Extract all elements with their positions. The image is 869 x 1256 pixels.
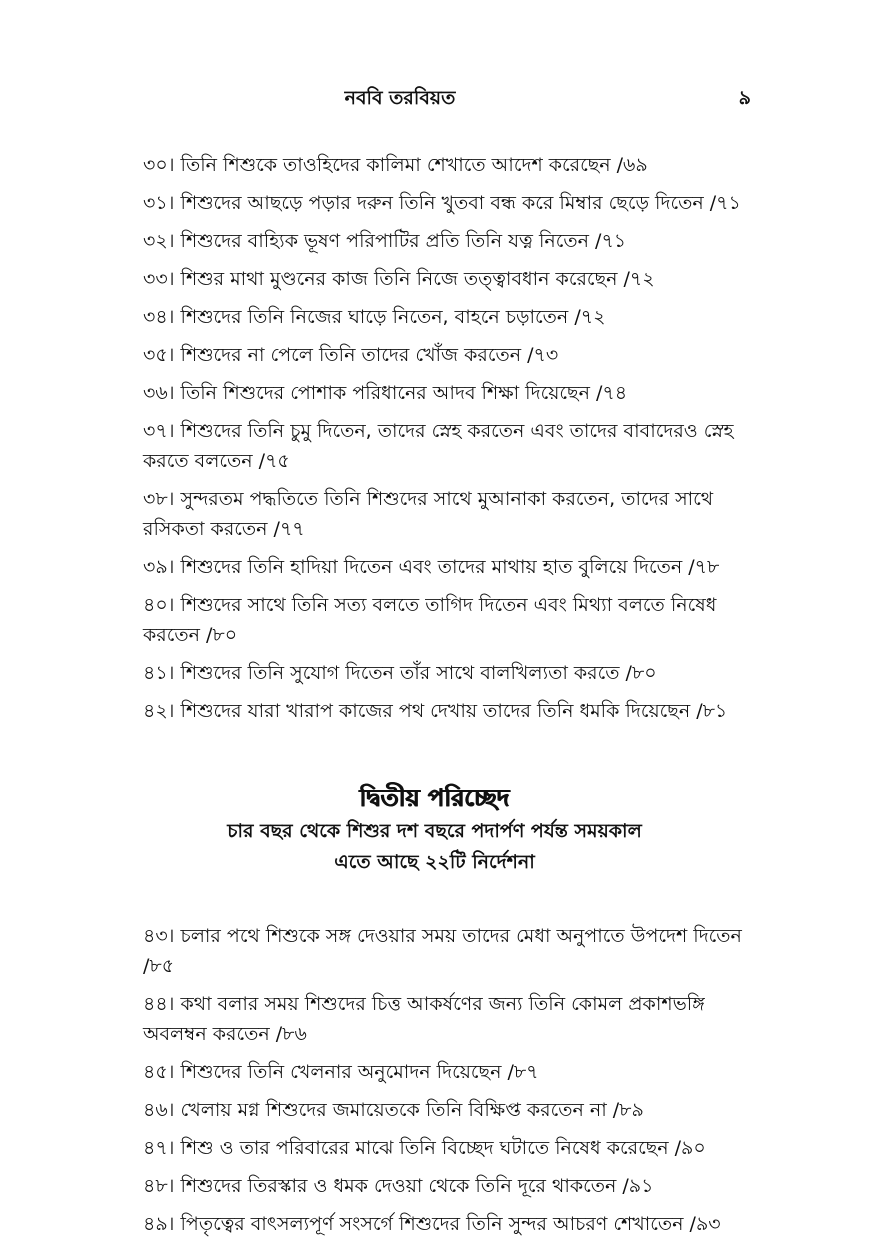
toc-entry: ৪৬। খেলায় মগ্ন শিশুদের জমায়েতকে তিনি বিক্ষিপ্ত করতেন না /৮৯ (143, 1099, 644, 1121)
running-title: নববি তরবিয়ত (344, 87, 456, 109)
toc-entry: ৪১। শিশুদের তিনি সুযোগ দিতেন তাঁর সাথে বালখিল্যতা করতে /৮০ (143, 662, 657, 684)
toc-list-part1 (143, 150, 743, 734)
toc-entry: ৩২। শিশুদের বাহ্যিক ভূষণ পরিপাটির প্রতি তিনি যত্ন নিতেন /৭১ (143, 230, 627, 252)
toc-entry: ৩১। শিশুদের আছড়ে পড়ার দরুন তিনি খুতবা বন্ধ করে মিম্বার ছেড়ে দিতেন /৭১ (143, 192, 741, 214)
toc-entry: ৩০। তিনি শিশুকে তাওহিদের কালিমা শেখাতে আদেশ করেছেন /৬৯ (143, 154, 648, 176)
chapter-count-line: এতে আছে ২২টি নির্দেশনা (334, 851, 535, 873)
toc-entry: ৩৫। শিশুদের না পেলে তিনি তাদের খোঁজ করতেন /৭৩ (143, 344, 559, 366)
toc-entry: ৩৪। শিশুদের তিনি নিজের ঘাড়ে নিতেন, বাহনে চড়াতেন /৭২ (143, 306, 606, 328)
toc-entry: ৪৮। শিশুদের তিরস্কার ও ধমক দেওয়া থেকে তিনি দূরে থাকতেন /৯১ (143, 1175, 654, 1197)
toc-entry: ৩৬। তিনি শিশুদের পোশাক পরিধানের আদব শিক্ষা দিয়েছেন /৭৪ (143, 382, 628, 404)
toc-entry: ৩৯। শিশুদের তিনি হাদিয়া দিতেন এবং তাদের মাথায় হাত বুলিয়ে দিতেন /৭৮ (143, 556, 720, 578)
toc-entry: ৪৭। শিশু ও তার পরিবারের মাঝে তিনি বিচ্ছেদ ঘটাতে নিষেধ করেছেন /৯০ (143, 1137, 706, 1159)
running-header (0, 84, 869, 114)
toc-entry: ৪৯। পিতৃত্বের বাৎসল্যপূর্ণ সংসর্গে শিশুদের তিনি সুন্দর আচরণ শেখাতেন /৯৩ (143, 1213, 721, 1235)
toc-entry: ৩৭। শিশুদের তিনি চুমু দিতেন, তাদের স্নেহ করতেন এবং তাদের বাবাদেরও স্নেহ করতে বলতেন /৭৫ (143, 420, 734, 472)
toc-list-part2 (143, 921, 743, 1247)
toc-entry: ৪৪। কথা বলার সময় শিশুদের চিত্ত আকর্ষণের জন্য তিনি কোমল প্রকাশভঙ্গি অবলম্বন করতেন /৮৬ (143, 993, 705, 1045)
page-number: ৯ (738, 87, 751, 109)
chapter-subtitle: চার বছর থেকে শিশুর দশ বছরে পদার্পণ পর্যন্ত সময়কাল (227, 820, 642, 842)
toc-entry: ৪৫। শিশুদের তিনি খেলনার অনুমোদন দিয়েছেন /৮৭ (143, 1061, 539, 1083)
toc-entry: ৪০। শিশুদের সাথে তিনি সত্য বলতে তাগিদ দিতেন এবং মিথ্যা বলতে নিষেধ করতেন /৮০ (143, 594, 717, 646)
chapter-heading (0, 780, 869, 878)
toc-entry: ৪২। শিশুদের যারা খারাপ কাজের পথ দেখায় তাদের তিনি ধমকি দিয়েছেন /৮১ (143, 700, 728, 722)
toc-entry: ৩৩। শিশুর মাথা মুণ্ডনের কাজ তিনি নিজে তত্ত্বাবধান করেছেন /৭২ (143, 268, 655, 290)
toc-entry: ৩৮। সুন্দরতম পদ্ধতিতে তিনি শিশুদের সাথে মুআনাকা করতেন, তাদের সাথে রসিকতা করতেন /৭৭ (143, 488, 714, 540)
toc-entry: ৪৩। চলার পথে শিশুকে সঙ্গ দেওয়ার সময় তাদের মেধা অনুপাতে উপদেশ দিতেন /৮৫ (143, 925, 742, 977)
chapter-title: দ্বিতীয় পরিচ্ছেদ (359, 784, 510, 812)
